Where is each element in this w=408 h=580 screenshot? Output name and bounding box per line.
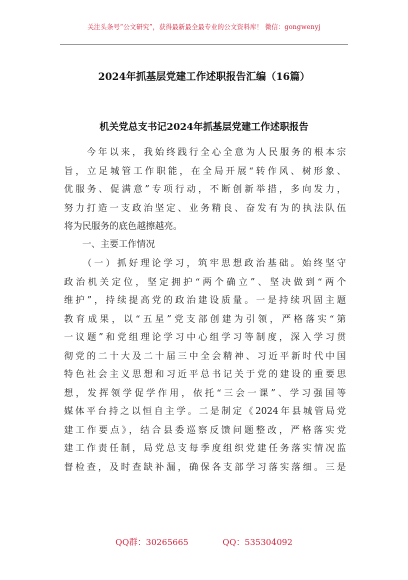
body-paragraph-1 [64, 144, 346, 237]
body-line: （一）抓好理论学习，筑牢思想政治基础。始终坚守 [64, 259, 346, 269]
header-divider [60, 44, 348, 45]
footer-contacts [0, 536, 408, 548]
body-line: 想，发挥领学促学作用，依托“三会一课”、学习强国等 [64, 388, 346, 399]
body-line: 将为民服务的底色越擦越亮。 [64, 222, 183, 232]
body-line: 媒体平台持之以恒自主学。二是制定《2024年县城管局党 [64, 407, 346, 417]
body-line: 特色社会主义思想和习近平总书记关于党的建设的重要思 [64, 370, 346, 380]
body-line: 旨，立足城管工作职能，在全局开展“转作风、树形象、 [64, 166, 346, 177]
body-line: 教育成果，以“五星”党支部创建为引领，严格落实“第 [64, 314, 346, 325]
body-line: 建工作责任制，局党总支每季度组织党建任务落实情况监 [64, 444, 346, 454]
body-line: 维护”，持续提高党的政治建设质量。一是持续巩固主题 [64, 296, 346, 306]
body-line: 今年以来，我始终践行全心全意为人民服务的根本宗 [64, 148, 346, 158]
body-line: 建工作要点》，结合县委巡察反馈问题整改，严格落实党 [64, 425, 346, 436]
footer-qq-number: QQ：535304092 [222, 537, 293, 547]
body-line: 努力打造一支政治坚定、业务精良、奋发有为的执法队伍 [64, 203, 346, 214]
body-line: 政治机关定位，坚定拥护“两个确立”、坚决做到“两个 [64, 277, 346, 288]
body-line: 一议题”和党组理论学习中心组学习等制度，深入学习贯 [64, 333, 346, 343]
body-line: 一、主要工作情况 [64, 240, 155, 250]
body-paragraph-2 [64, 255, 346, 477]
document-title: 2024年抓基层党建工作述职报告汇编（16篇） [98, 72, 310, 83]
body-line: 督检查，及时查缺补漏，确保各支部学习落实落细。三是 [64, 462, 346, 473]
body-line: 彻党的二十大及二十届三中全会精神、习近平新时代中国 [64, 351, 346, 362]
header-banner: 关注头条号“公文研究”，获得最新最全最专业的公文资料库！ 微信：gongwenyj [87, 23, 321, 31]
section-title: 机关党总支书记2024年抓基层党建工作述职报告 [99, 122, 309, 133]
heading-main-work [64, 236, 346, 255]
footer-qq-group: QQ群：30265665 [115, 537, 189, 547]
body-line: 优服务、促满意”专项行动，不断创新举措，多向发力， [64, 185, 346, 195]
